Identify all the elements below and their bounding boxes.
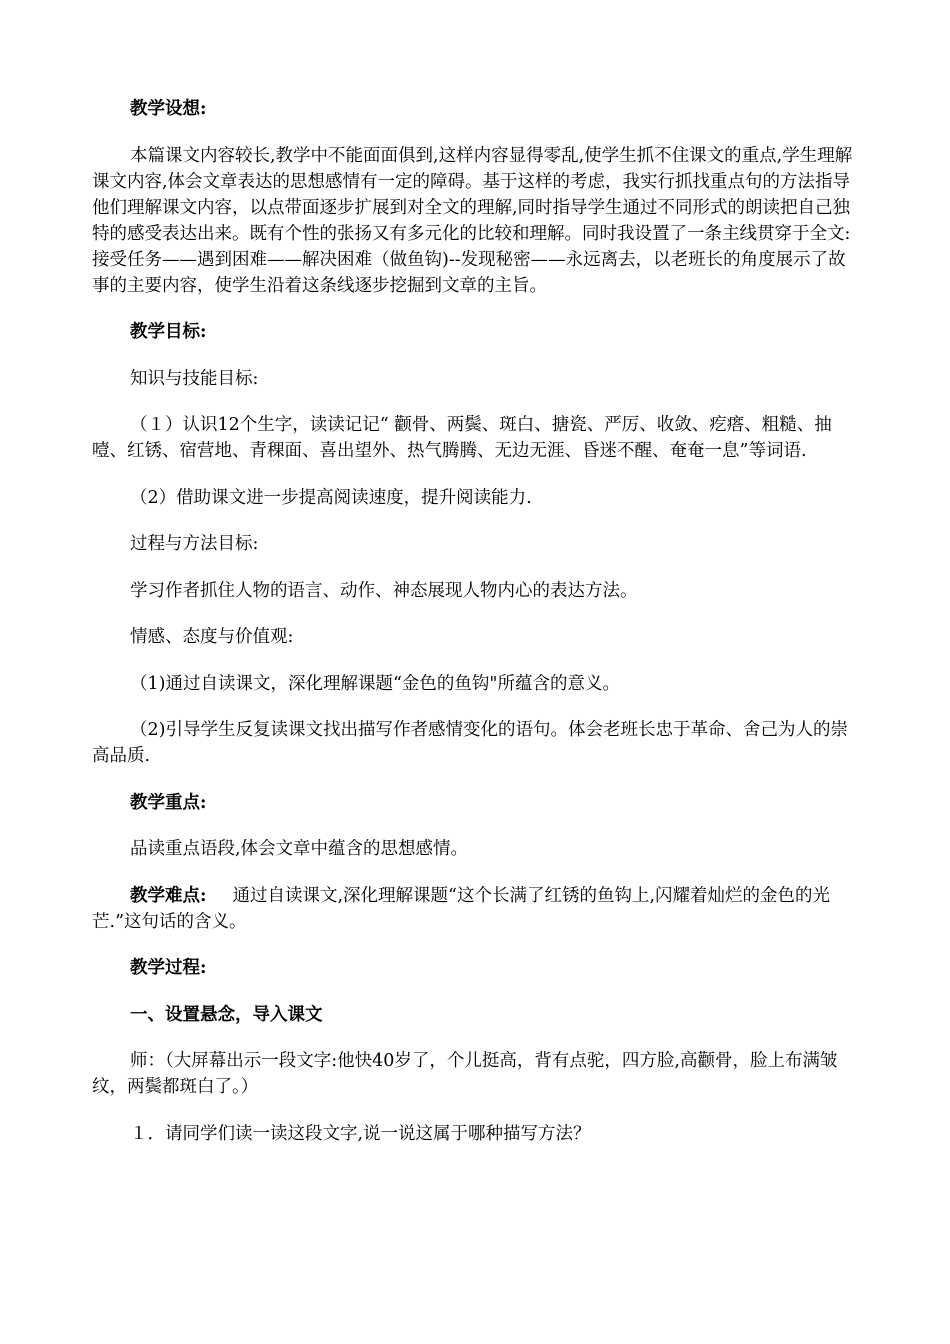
heading-difficult-points: 教学难点: (130, 885, 207, 906)
goal-emotion-item-1: （1)通过自读课文，深化理解课题“金色的鱼钩"所蕴含的意义。 (130, 673, 620, 694)
question-1: １．请同学们读一读这段文字,说一说这属于哪种描写方法？ (130, 1123, 591, 1144)
goal-emotion-item-2: （2)引导学生反复读课文找出描写作者感情变化的语句。体会老班长忠于革命、舍己为人的崇高品质. (92, 720, 848, 766)
goal-process-title: 过程与方法目标: (130, 534, 259, 554)
goal-emotion-title: 情感、态度与价值观: (130, 627, 294, 647)
key-points-paragraph: 品读重点语段,体会文章中蕴含的思想感情。 (130, 839, 469, 859)
teacher-line: 师：（大屏幕出示一段文字:他快40岁了，个儿挺高，背有点驼，四方脸,高颧骨，脸上布满皱纹，两鬓都斑白了。） (92, 1051, 838, 1097)
goal-knowledge-title: 知识与技能目标: (130, 368, 259, 389)
goal-process-item-1: 学习作者抓住人物的语言、动作、神态展现人物内心的表达方法。 (130, 580, 638, 601)
heading-key-points: 教学重点: (130, 792, 207, 813)
step-1-title: 一、设置悬念，导入课文 (130, 1004, 323, 1025)
heading-concept: 教学设想: (130, 99, 207, 119)
goal-knowledge-item-2: （2）借助课文进一步提高阅读速度，提升阅读能力. (130, 487, 532, 508)
heading-goals: 教学目标: (130, 322, 207, 342)
difficult-points-paragraph (92, 883, 858, 935)
concept-paragraph: 本篇课文内容较长,教学中不能面面俱到,这样内容显得零乱,使学生抓不住课文的重点,学生理解课文内容,体会文章表达的思想感情有一定的障碍。基于这样的考虑，我实行抓找重点句的方法指导他们理解课文内容，以点带面逐步扩展到对全文的理解,同时指导学生通过不同形式的朗读把自己独特的感受表达出来。既有个性的张扬又有多元化的比较和理解。同时我设置了一条主线贯穿于全文:接受任务——遇到困难——解决困难（做鱼钩)--发现秘密——永远离去，以老班长的角度展示了故事的主要内容，使学生沿着这条线逐步挖掘到文章的主旨。 (92, 145, 853, 296)
goal-knowledge-item-1: （１）认识12个生字，读读记记“ 颧骨、两鬓、斑白、搪瓷、严厉、收敛、疙瘩、粗糙、抽噎、红锈、宿营地、青稞面、喜出望外、热气腾腾、无边无涯、昏迷不醒、奄奄一息”等词语. (92, 415, 832, 461)
heading-process: 教学过程: (130, 958, 207, 978)
difficult-points-text: 通过自读课文,深化理解课题“这个长满了红锈的鱼钩上,闪耀着灿烂的金色的光芒.”这句话的含义。 (92, 885, 831, 932)
